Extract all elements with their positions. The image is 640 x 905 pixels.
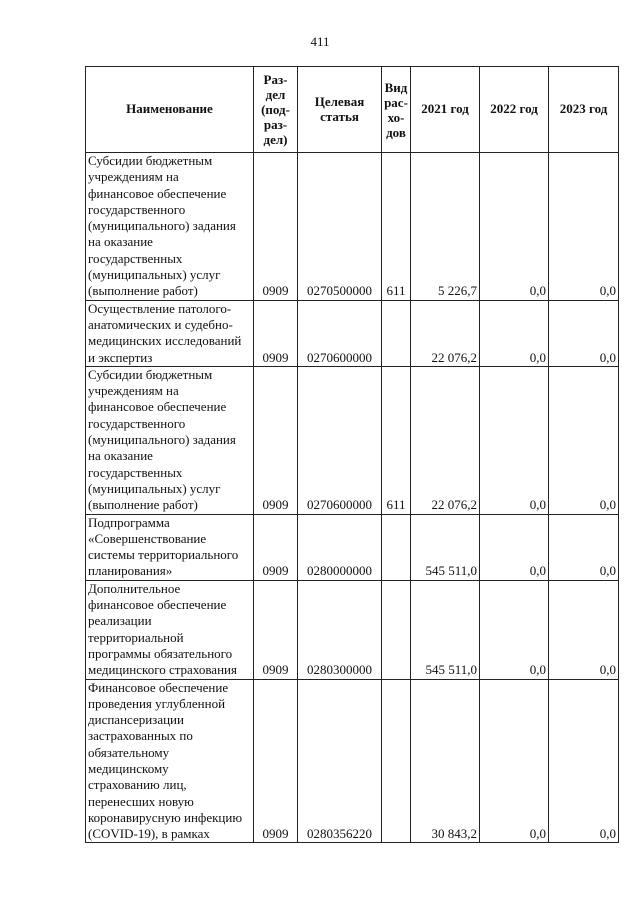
header-2022: 2022 год	[480, 67, 549, 153]
page-number: 411	[310, 34, 330, 49]
row-celevaya: 0280300000	[298, 580, 382, 679]
row-razdel: 0909	[254, 153, 298, 301]
row-name: Дополнительное финансовое обеспечение реализации территориальной программы обязательного медицинского страхования	[86, 580, 254, 679]
row-2023: 0,0	[549, 153, 619, 301]
row-2022: 0,0	[480, 679, 549, 843]
table-row	[86, 300, 619, 366]
header-razdel: Раз- дел (под- раз- дел)	[254, 67, 298, 153]
row-2022: 0,0	[480, 514, 549, 580]
table-header-row	[86, 67, 619, 153]
row-name: Финансовое обеспечение проведения углубленной диспансеризации застрахованных по обязательному медицинскому страхованию лиц, перенесших новую коронавирусную инфекцию (COVID-19), в рамках	[86, 679, 254, 843]
table-row	[86, 153, 619, 301]
row-razdel: 0909	[254, 514, 298, 580]
row-2022: 0,0	[480, 300, 549, 366]
row-razdel: 0909	[254, 580, 298, 679]
row-2021: 5 226,7	[411, 153, 480, 301]
row-2023: 0,0	[549, 580, 619, 679]
row-2023: 0,0	[549, 366, 619, 514]
row-2022: 0,0	[480, 366, 549, 514]
table-row	[86, 679, 619, 843]
table-row	[86, 366, 619, 514]
row-2021: 545 511,0	[411, 514, 480, 580]
row-2021: 22 076,2	[411, 300, 480, 366]
row-razdel: 0909	[254, 679, 298, 843]
row-2023: 0,0	[549, 514, 619, 580]
header-vid: Вид рас- хо- дов	[382, 67, 411, 153]
row-name: Субсидии бюджетным учреждениям на финансовое обеспечение государственного (муниципального) задания на оказание государственных (муниципальных) услуг (выполнение работ)	[86, 153, 254, 301]
row-name: Субсидии бюджетным учреждениям на финансовое обеспечение государственного (муниципального) задания на оказание государственных (муниципальных) услуг (выполнение работ)	[86, 366, 254, 514]
row-2022: 0,0	[480, 580, 549, 679]
row-2023: 0,0	[549, 679, 619, 843]
row-razdel: 0909	[254, 366, 298, 514]
row-celevaya: 0270500000	[298, 153, 382, 301]
row-2022: 0,0	[480, 153, 549, 301]
row-vid: 611	[382, 153, 411, 301]
row-2021: 545 511,0	[411, 580, 480, 679]
header-name: Наименование	[86, 67, 254, 153]
budget-table	[85, 66, 619, 843]
table-row	[86, 514, 619, 580]
row-celevaya: 0270600000	[298, 300, 382, 366]
header-2023: 2023 год	[549, 67, 619, 153]
row-vid	[382, 514, 411, 580]
row-vid	[382, 580, 411, 679]
row-2021: 30 843,2	[411, 679, 480, 843]
row-vid: 611	[382, 366, 411, 514]
row-celevaya: 0280356220	[298, 679, 382, 843]
row-2023: 0,0	[549, 300, 619, 366]
row-celevaya: 0270600000	[298, 366, 382, 514]
row-2021: 22 076,2	[411, 366, 480, 514]
row-name: Подпрограмма «Совершенствование системы территориального планирования»	[86, 514, 254, 580]
header-2021: 2021 год	[411, 67, 480, 153]
row-vid	[382, 300, 411, 366]
row-razdel: 0909	[254, 300, 298, 366]
row-name: Осуществление патолого- анатомических и судебно- медицинских исследований и экспертиз	[86, 300, 254, 366]
header-celevaya: Целевая статья	[298, 67, 382, 153]
row-vid	[382, 679, 411, 843]
row-celevaya: 0280000000	[298, 514, 382, 580]
table-row	[86, 580, 619, 679]
